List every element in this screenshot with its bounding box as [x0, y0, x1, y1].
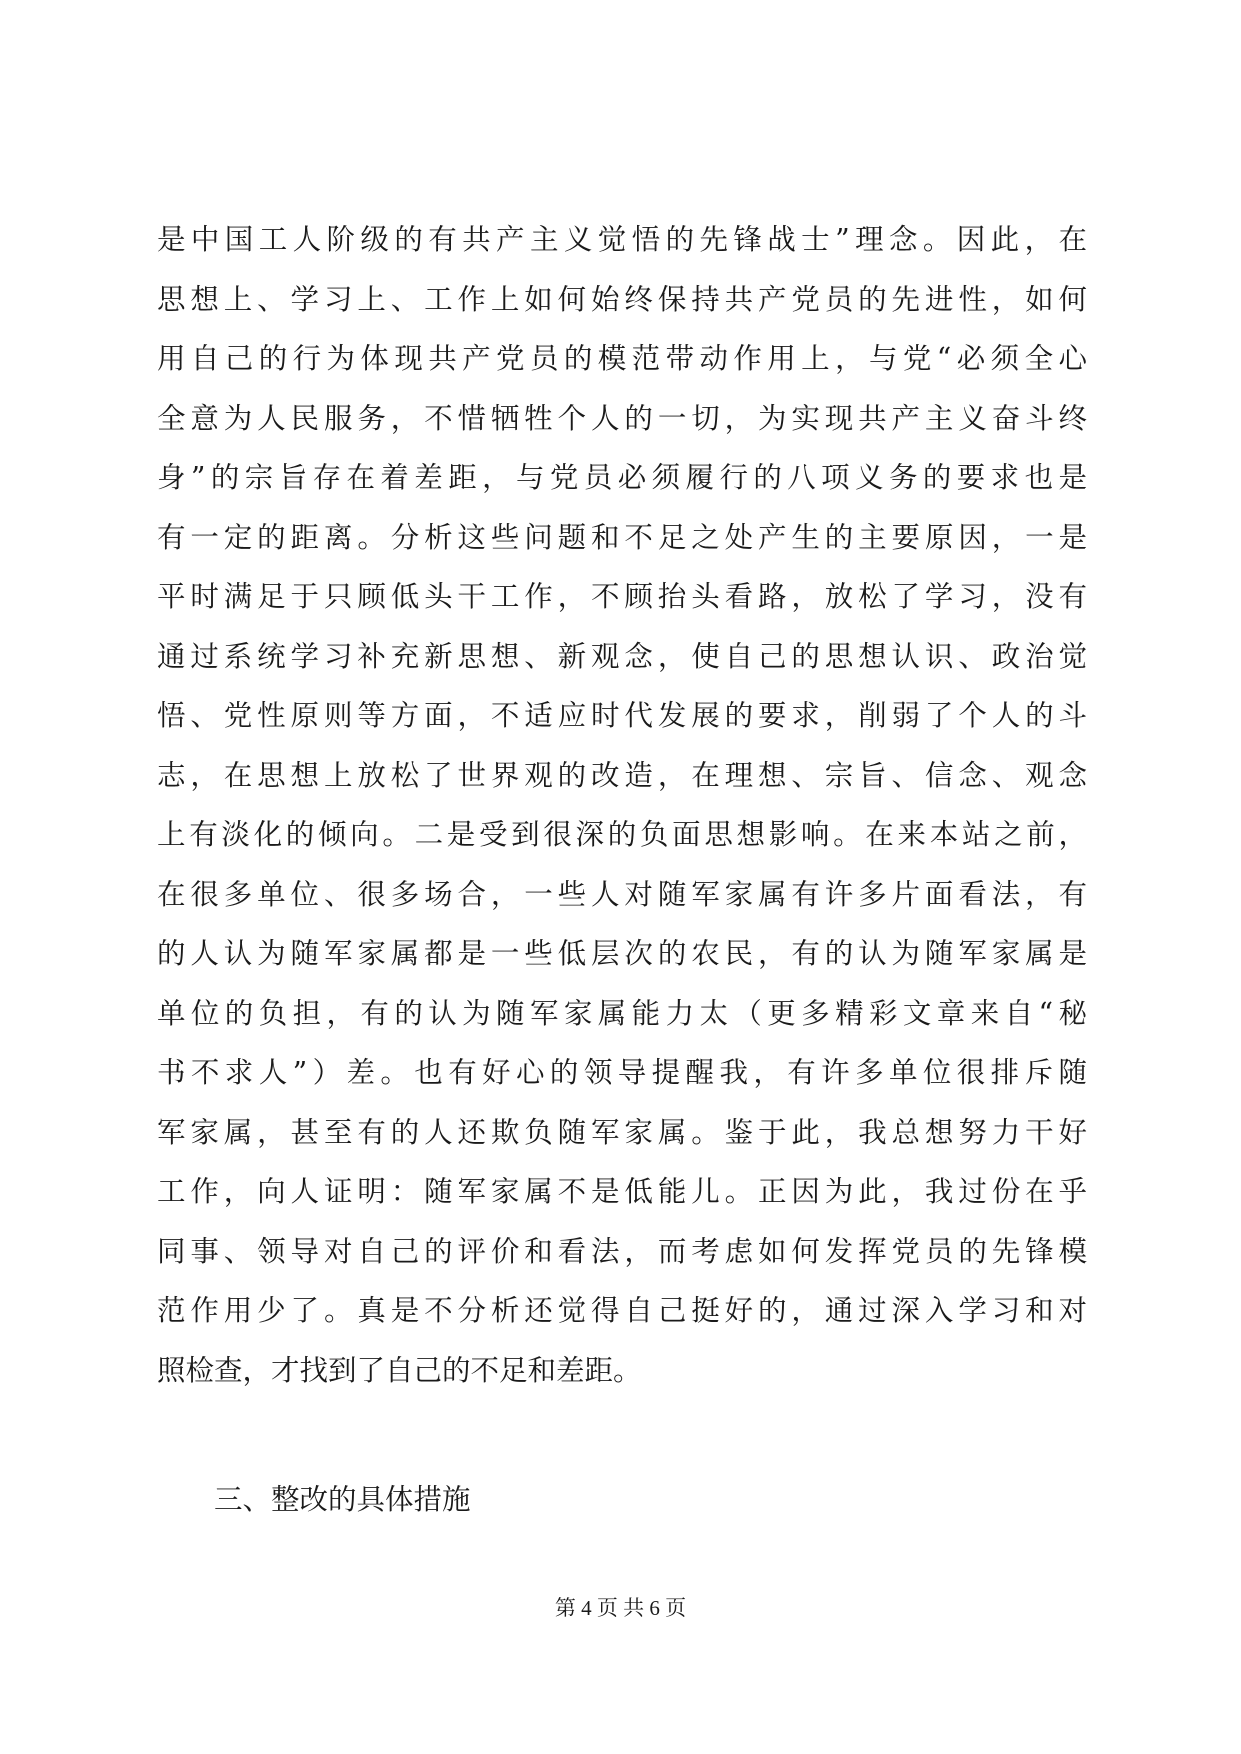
text-line: 范作用少了。真是不分析还觉得自己挺好的，通过深入学习和对	[157, 1294, 1087, 1327]
text-line: 平时满足于只顾低头干工作，不顾抬头看路，放松了学习，没有	[157, 580, 1087, 613]
section-heading: 三、整改的具体措施	[214, 1483, 471, 1516]
text-line: 上有淡化的倾向。二是受到很深的负面思想影响。在来本站之前，	[157, 818, 1087, 851]
text-line: 照检查，才找到了自己的不足和差距。	[157, 1353, 642, 1387]
text-line: 单位的负担，有的认为随军家属能力太（更多精彩文章来自“秘	[157, 996, 1087, 1030]
text-line: 用自己的行为体现共产党员的模范带动作用上，与党“必须全心	[157, 342, 1087, 375]
text-line: 书不求人”）差。也有好心的领导提醒我，有许多单位很排斥随	[157, 1056, 1087, 1089]
text-line: 同事、领导对自己的评价和看法，而考虑如何发挥党员的先锋模	[157, 1234, 1087, 1268]
text-line: 悟、党性原则等方面，不适应时代发展的要求，削弱了个人的斗	[157, 699, 1087, 732]
text-line: 军家属，甚至有的人还欺负随军家属。鉴于此，我总想努力干好	[157, 1115, 1087, 1149]
text-line: 身”的宗旨存在着差距，与党员必须履行的八项义务的要求也是	[157, 461, 1087, 494]
text-line: 有一定的距离。分析这些问题和不足之处产生的主要原因，一是	[157, 520, 1087, 554]
text-line: 全意为人民服务，不惜牺牲个人的一切，为实现共产主义奋斗终	[157, 401, 1087, 435]
text-line: 在很多单位、很多场合，一些人对随军家属有许多片面看法，有	[157, 877, 1087, 911]
text-line: 志，在思想上放松了世界观的改造，在理想、宗旨、信念、观念	[157, 758, 1087, 792]
text-line: 的人认为随军家属都是一些低层次的农民，有的认为随军家属是	[157, 937, 1087, 970]
body-paragraph	[157, 210, 1087, 1400]
text-line: 思想上、学习上、工作上如何始终保持共产党员的先进性，如何	[157, 282, 1087, 316]
page-footer: 第 4 页 共 6 页	[554, 1596, 687, 1620]
text-line: 工作，向人证明：随军家属不是低能儿。正因为此，我过份在乎	[157, 1175, 1087, 1208]
text-line: 通过系统学习补充新思想、新观念，使自己的思想认识、政治觉	[157, 639, 1087, 673]
text-line: 是中国工人阶级的有共产主义觉悟的先锋战士”理念。因此，在	[157, 223, 1087, 256]
